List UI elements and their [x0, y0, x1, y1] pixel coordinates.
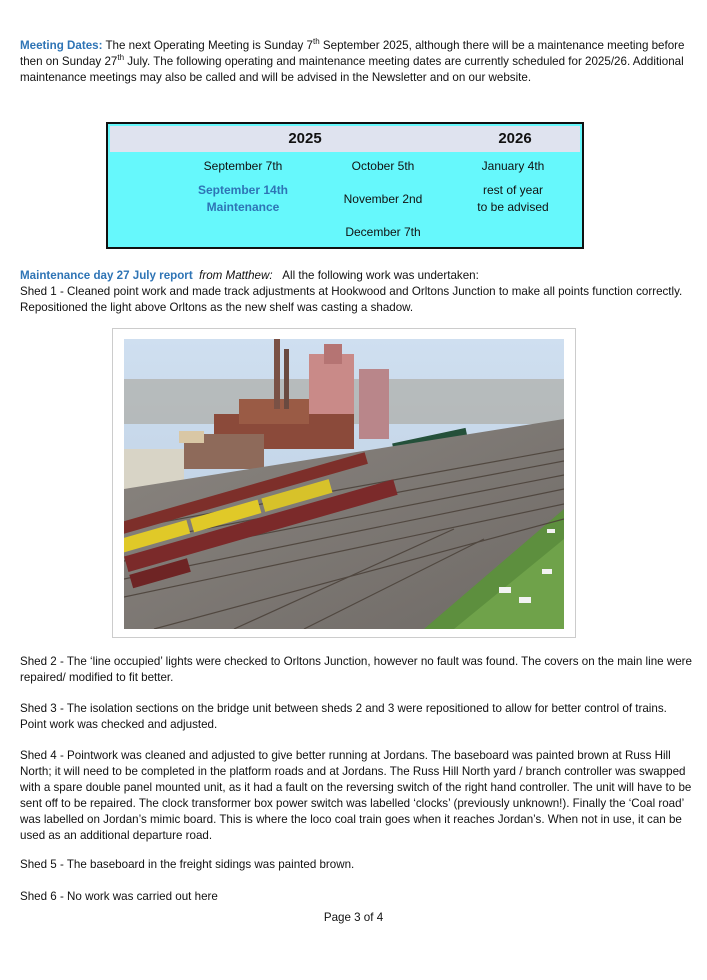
shed-1-report: Shed 1 - Cleaned point work and made track adjustments at Hookwood and Orltons Junction to make all points function correctly. Repositioned the light above Orltons as the new shelf was casting a shadow. [20, 285, 683, 314]
report-author: from Matthew: [199, 269, 273, 282]
date-jan-4: January 4th [481, 159, 545, 173]
page-number: Page 3 of 4 [323, 911, 384, 924]
table-header-row [110, 126, 580, 152]
date-dec-7: December 7th [345, 225, 421, 239]
shed-5-report: Shed 5 - The baseboard in the freight sidings was painted brown. [20, 858, 355, 871]
to-be-advised-label: to be advised [477, 200, 549, 214]
date-sep-14: September 14th [197, 183, 289, 197]
report-intro: Maintenance day 27 July report from Matthew: All the following work was undertaken: [20, 269, 479, 282]
shed-3-report: Shed 3 - The isolation sections on the bridge unit between sheds 2 and 3 were repositioned to allow for better control of trains. Point work was checked and adjusted. [20, 702, 667, 731]
report-heading: Maintenance day 27 July report [20, 269, 193, 282]
meeting-dates-paragraph: Meeting Dates: The next Operating Meeting is Sunday 7th September 2025, although there will be a maintenance meeting before then on Sunday 27th July. The following operating and maintenance meeting dates are currently scheduled for 2025/26. Additional maintenance meetings may also be called and will be advised in the Newsletter and on our website. [20, 37, 685, 84]
shed-2-report: Shed 2 - The ‘line occupied’ lights were checked to Orltons Junction, however no fault was found. The covers on the main line were repaired/ modified to fit better. [20, 655, 692, 684]
meeting-dates-table [106, 122, 584, 249]
model-railway-photo [112, 328, 576, 638]
meeting-dates-heading: Meeting Dates: [20, 39, 103, 52]
shed-4-report: Shed 4 - Pointwork was cleaned and adjusted to give better running at Jordans. The baseboard was painted brown at Russ Hill North; it will need to be completed in the platform roads and at Jordans. The Russ Hill North yard / branch controller was swapped with a spare double panel mounted unit, as it had a fault on the reversing switch of the right hand controller. The unit will have to be sent off to be repaired. The clock transformer box power switch was labelled ‘clocks’ (previously unknown!). Finally the ‘Coal road’ was labelled on Jordan’s mimic board. This is where the loco coal train goes when it reaches Jordan’s. When not in use, it can be used as an additional departure road. [20, 749, 692, 842]
rest-of-year-label: rest of year [482, 183, 544, 197]
date-nov-2: November 2nd [343, 192, 423, 206]
year-2026-header: 2026 [498, 130, 532, 147]
model-railway-image [124, 339, 564, 629]
date-sep-7: September 7th [203, 159, 283, 173]
maintenance-label: Maintenance [206, 200, 280, 214]
year-2025-header: 2025 [288, 130, 322, 147]
date-oct-5: October 5th [351, 159, 415, 173]
shed-6-report: Shed 6 - No work was carried out here [20, 890, 218, 903]
